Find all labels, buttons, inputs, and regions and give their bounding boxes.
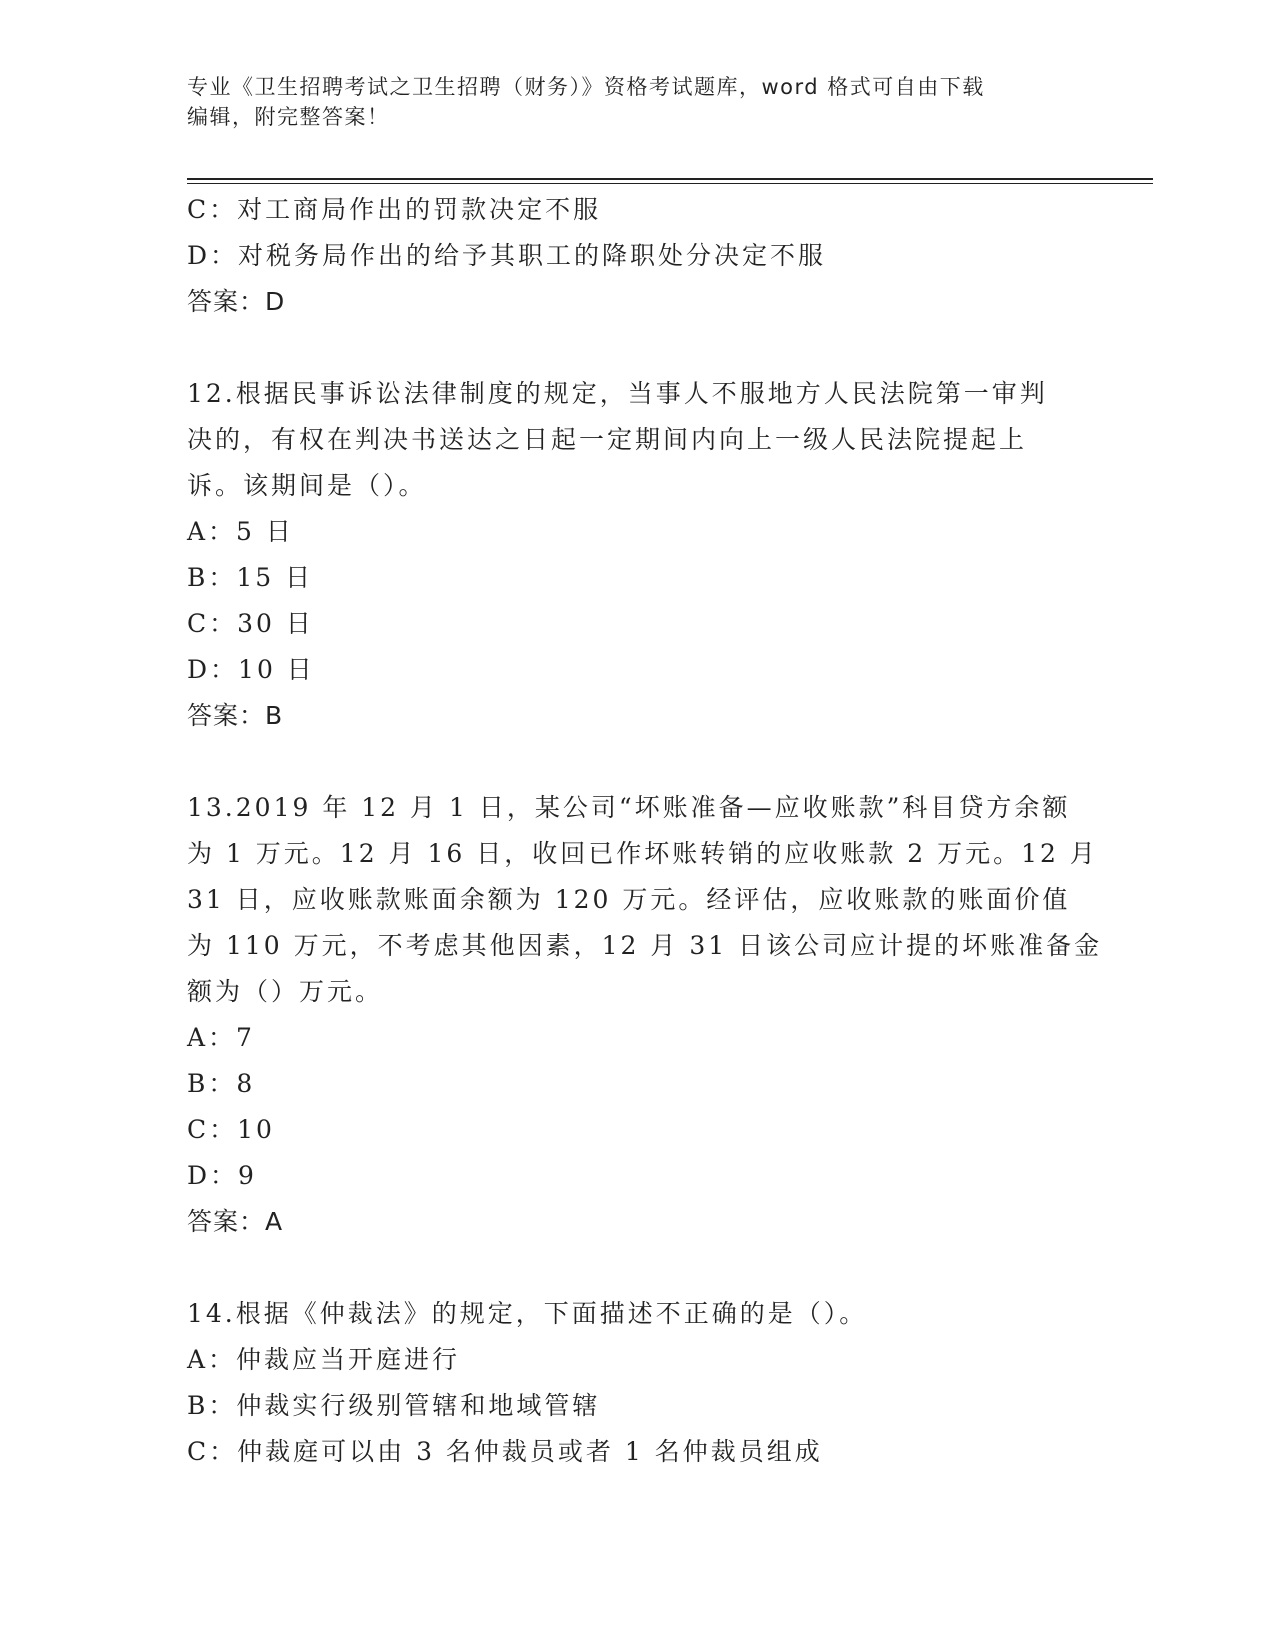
q11-option-c: C：对工商局作出的罚款决定不服 [187,195,602,224]
q13-stem-line-3: 31 日，应收账款账面余额为 120 万元。经评估，应收账款的账面价值 [187,885,1071,914]
spacer [187,1245,1087,1291]
q12-stem-line-1: 12.根据民事诉讼法律制度的规定，当事人不服地方人民法院第一审判 [187,379,1048,408]
q13-option-c: C：10 [187,1115,275,1144]
spacer [187,739,1087,785]
q12-stem-line-2: 决的，有权在判决书送达之日起一定期间内向上一级人民法院提起上 [187,425,1028,454]
q13-answer: 答案：A [187,1207,284,1236]
q13-stem-line-4: 为 110 万元，不考虑其他因素，12 月 31 日该公司应计提的坏账准备金 [187,931,1103,960]
q13-stem-line-1: 13.2019 年 12 月 1 日，某公司“坏账准备—应收账款”科目贷方余额 [187,793,1071,822]
q12-option-d: D：10 日 [187,655,315,684]
q13-option-d: D：9 [187,1161,257,1190]
header-line-2: 编辑，附完整答案！ [187,105,390,129]
q13-stem-line-2: 为 1 万元。12 月 16 日，收回已作坏账转销的应收账款 2 万元。12 月 [187,839,1098,868]
q12-stem-line-3: 诉。该期间是（）。 [187,471,427,500]
q12-answer: 答案：B [187,701,284,730]
q12-option-b: B：15 日 [187,563,314,592]
q14-option-a: A：仲裁应当开庭进行 [187,1345,461,1374]
spacer [187,325,1087,371]
document-header [187,72,1067,132]
q13-option-b: B：8 [187,1069,256,1098]
q14-option-b: B：仲裁实行级别管辖和地域管辖 [187,1391,601,1420]
header-rule-thick [187,178,1153,180]
question-list [187,187,1103,1475]
q11-option-d: D：对税务局作出的给予其职工的降职处分决定不服 [187,241,827,270]
header-line-1: 专业《卫生招聘考试之卫生招聘（财务）》资格考试题库，word 格式可自由下载 [187,75,985,99]
q14-stem-line-1: 14.根据《仲裁法》的规定，下面描述不正确的是（）。 [187,1299,868,1328]
q14-option-c: C：仲裁庭可以由 3 名仲裁员或者 1 名仲裁员组成 [187,1437,823,1466]
q12-option-a: A：5 日 [187,517,294,546]
q13-option-a: A：7 [187,1023,255,1052]
q11-answer: 答案：D [187,287,286,316]
q13-stem-line-5: 额为（）万元。 [187,977,384,1006]
header-rule-thin [187,183,1153,184]
q12-option-c: C：30 日 [187,609,314,638]
